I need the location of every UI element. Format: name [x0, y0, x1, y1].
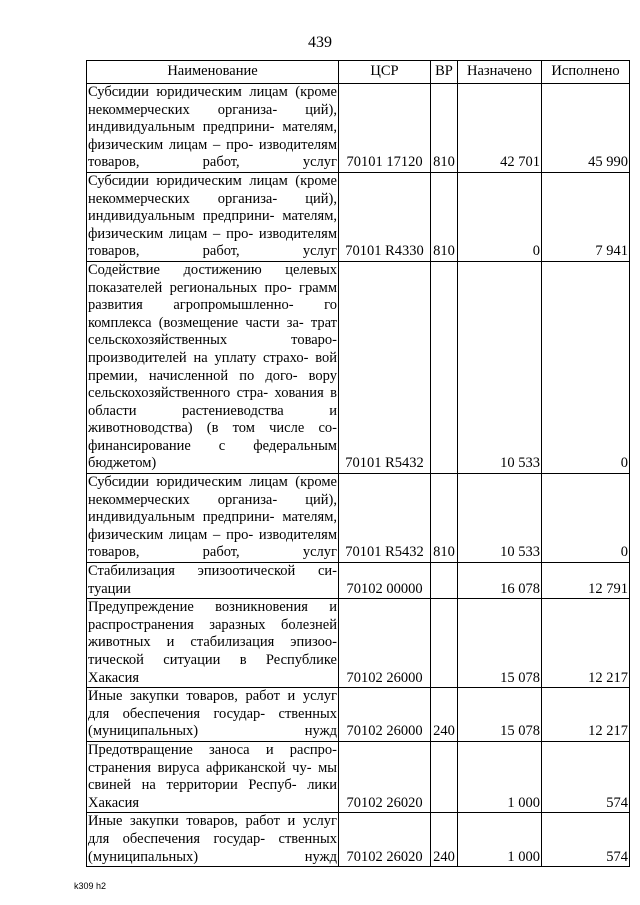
- row-csr: 70101 R5432: [339, 474, 431, 563]
- row-vr: [431, 599, 458, 688]
- row-csr: 70102 26020: [339, 741, 431, 812]
- header-name: Наименование: [87, 61, 339, 84]
- table-row: [87, 172, 630, 261]
- table-row: [87, 563, 630, 599]
- budget-table: [86, 60, 630, 867]
- row-vr: 240: [431, 688, 458, 742]
- row-assigned: 16 078: [458, 563, 542, 599]
- table-row: [87, 599, 630, 688]
- row-assigned: 1 000: [458, 813, 542, 867]
- row-name: Субсидии юридическим лицам (кроме некоммерческих организа- ций), индивидуальным предприни- мателям, физическим лицам – про- изводителям товаров, работ, услуг: [87, 172, 339, 261]
- row-executed: 7 941: [542, 172, 630, 261]
- row-executed: 45 990: [542, 84, 630, 173]
- row-executed: 0: [542, 474, 630, 563]
- table-row: [87, 261, 630, 473]
- row-assigned: 1 000: [458, 741, 542, 812]
- row-assigned: 0: [458, 172, 542, 261]
- table-row: [87, 84, 630, 173]
- row-name: Субсидии юридическим лицам (кроме некоммерческих организа- ций), индивидуальным предприни- мателям, физическим лицам – про- изводителям товаров, работ, услуг: [87, 84, 339, 173]
- row-vr: 810: [431, 172, 458, 261]
- row-executed: 574: [542, 741, 630, 812]
- row-name: Предотвращение заноса и распро- странения вируса африканской чу- мы свиней на территории Респуб- лики Хакасия: [87, 741, 339, 812]
- row-csr: 70102 26000: [339, 688, 431, 742]
- row-csr: 70102 26000: [339, 599, 431, 688]
- row-vr: 240: [431, 813, 458, 867]
- row-assigned: 15 078: [458, 599, 542, 688]
- row-vr: 810: [431, 474, 458, 563]
- table-row: [87, 813, 630, 867]
- table-row: [87, 688, 630, 742]
- row-assigned: 10 533: [458, 474, 542, 563]
- row-csr: 70101 R5432: [339, 261, 431, 473]
- row-executed: 12 791: [542, 563, 630, 599]
- table-header-row: [87, 61, 630, 84]
- row-csr: 70102 26020: [339, 813, 431, 867]
- row-name: Иные закупки товаров, работ и услуг для обеспечения государ- ственных (муниципальных) нужд: [87, 813, 339, 867]
- row-name: Предупреждение возникновения и распространения заразных болезней животных и стабилизация эпизоо- тической ситуации в Республике Хакасия: [87, 599, 339, 688]
- row-csr: 70101 R4330: [339, 172, 431, 261]
- page-number: 439: [308, 34, 332, 51]
- row-executed: 12 217: [542, 688, 630, 742]
- row-assigned: 15 078: [458, 688, 542, 742]
- row-assigned: 10 533: [458, 261, 542, 473]
- row-vr: 810: [431, 84, 458, 173]
- header-assigned: Назначено: [458, 61, 542, 84]
- header-csr: ЦСР: [339, 61, 431, 84]
- document-code: k309 h2: [74, 881, 107, 891]
- row-executed: 0: [542, 261, 630, 473]
- row-vr: [431, 741, 458, 812]
- row-executed: 574: [542, 813, 630, 867]
- table-row: [87, 474, 630, 563]
- row-vr: [431, 563, 458, 599]
- header-executed: Исполнено: [542, 61, 630, 84]
- header-vr: ВР: [431, 61, 458, 84]
- row-name: Субсидии юридическим лицам (кроме некоммерческих организа- ций), индивидуальным предприни- мателям, физическим лицам – про- изводителям товаров, работ, услуг: [87, 474, 339, 563]
- row-name: Содействие достижению целевых показателей региональных про- грамм развития агропромышленно- го комплекса (возмещение части за- трат сельскохозяйственных товаро- производителей на уплату страхо- вой премии, начисленной по дого- вору сельскохозяйственного стра- хования в области растениеводства и животноводства) (в том числе со- финансирование с федеральным бюджетом): [87, 261, 339, 473]
- row-name: Стабилизация эпизоотической си- туации: [87, 563, 339, 599]
- table-row: [87, 741, 630, 812]
- row-executed: 12 217: [542, 599, 630, 688]
- row-csr: 70101 17120: [339, 84, 431, 173]
- table-body: [87, 84, 630, 867]
- row-name: Иные закупки товаров, работ и услуг для обеспечения государ- ственных (муниципальных) нужд: [87, 688, 339, 742]
- row-csr: 70102 00000: [339, 563, 431, 599]
- row-assigned: 42 701: [458, 84, 542, 173]
- row-vr: [431, 261, 458, 473]
